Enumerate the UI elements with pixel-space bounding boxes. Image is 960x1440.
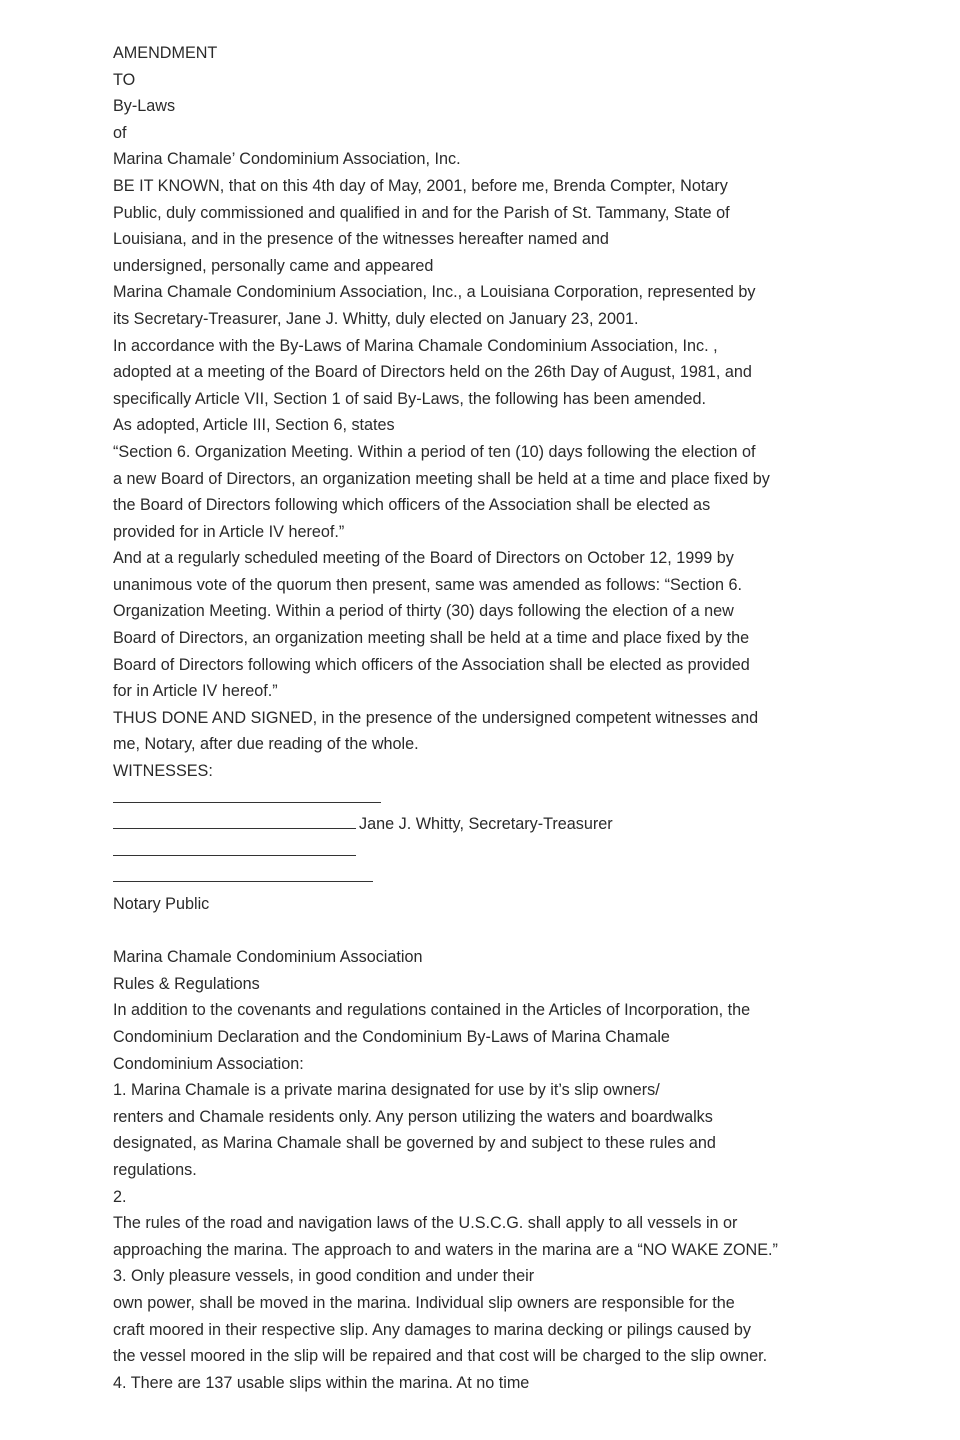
rules-line: own power, shall be moved in the marina. Individual slip owners are responsible for the: [113, 1293, 735, 1312]
signature-rule: [113, 802, 381, 803]
witnesses-heading: WITNESSES:: [113, 762, 213, 781]
rules-line: regulations.: [113, 1160, 197, 1179]
body-line: BE IT KNOWN, that on this 4th day of May, 2001, before me, Brenda Compter, Notary: [113, 176, 728, 195]
title-line: AMENDMENT: [113, 44, 218, 62]
body-line: for in Article IV hereof.”: [113, 682, 278, 701]
document-page: [113, 40, 853, 1396]
rules-line: craft moored in their respective slip. Any damages to marina decking or pilings caused by: [113, 1320, 751, 1339]
title-line: TO: [113, 70, 136, 89]
body-line: undersigned, personally came and appeared: [113, 256, 434, 275]
title-line: of: [113, 123, 127, 142]
witness-signature-line: [113, 838, 853, 865]
rules-line: renters and Chamale residents only. Any person utilizing the waters and boardwalks: [113, 1107, 713, 1126]
body-line: a new Board of Directors, an organization meeting shall be held at a time and place fixed by: [113, 469, 770, 488]
body-line: Louisiana, and in the presence of the witnesses hereafter named and: [113, 230, 609, 249]
body-line: the Board of Directors following which officers of the Association shall be elected as: [113, 496, 711, 515]
spacer: [113, 918, 853, 945]
rules-line: The rules of the road and navigation laws of the U.S.C.G. shall apply to all vessels in or: [113, 1214, 738, 1233]
rules-line: the vessel moored in the slip will be repaired and that cost will be charged to the slip owner.: [113, 1347, 768, 1366]
rules-line: Condominium Declaration and the Condominium By-Laws of Marina Chamale: [113, 1027, 670, 1046]
signature-rule: [113, 881, 373, 882]
rules-section: [113, 944, 853, 1396]
rules-line: approaching the marina. The approach to and waters in the marina are a “NO WAKE ZONE.”: [113, 1240, 778, 1259]
rules-line: 2.: [113, 1187, 127, 1206]
rules-heading: Marina Chamale Condominium Association: [113, 948, 423, 967]
body-line: me, Notary, after due reading of the whole.: [113, 735, 419, 754]
rules-line: 3. Only pleasure vessels, in good condition and under their: [113, 1267, 535, 1286]
signer-label: Jane J. Whitty, Secretary-Treasurer: [359, 815, 613, 834]
amendment-title: [113, 40, 853, 173]
body-line: Marina Chamale Condominium Association, Inc., a Louisiana Corporation, represented by: [113, 283, 756, 302]
body-line: Organization Meeting. Within a period of thirty (30) days following the election of a new: [113, 602, 734, 621]
amendment-body: [113, 173, 853, 785]
rules-line: 4. There are 137 usable slips within the marina. At no time: [113, 1373, 530, 1392]
body-line: Board of Directors, an organization meeting shall be held at a time and place fixed by the: [113, 629, 750, 648]
notary-signature-line: [113, 864, 853, 891]
rules-line: Condominium Association:: [113, 1054, 304, 1073]
signature-rule: [113, 828, 356, 829]
rules-line: 1. Marina Chamale is a private marina designated for use by it’s slip owners/: [113, 1081, 660, 1100]
body-line: specifically Article VII, Section 1 of said By-Laws, the following has been amended.: [113, 389, 706, 408]
body-line: Board of Directors following which officers of the Association shall be elected as provided: [113, 655, 750, 674]
title-line: Marina Chamale’ Condominium Association, Inc.: [113, 150, 461, 169]
title-line: By-Laws: [113, 97, 176, 116]
signer-signature-line: [113, 811, 853, 838]
body-line: its Secretary-Treasurer, Jane J. Whitty, duly elected on January 23, 2001.: [113, 309, 639, 328]
body-line: In accordance with the By-Laws of Marina Chamale Condominium Association, Inc. ,: [113, 336, 718, 355]
body-line: adopted at a meeting of the Board of Directors held on the 26th Day of August, 1981, and: [113, 363, 752, 382]
signature-block: [113, 785, 853, 918]
body-line: Public, duly commissioned and qualified in and for the Parish of St. Tammany, State of: [113, 203, 730, 222]
notary-label: Notary Public: [113, 895, 210, 913]
signature-rule: [113, 855, 356, 856]
body-line: unanimous vote of the quorum then present, same was amended as follows: “Section 6.: [113, 575, 742, 594]
rules-subheading: Rules & Regulations: [113, 974, 260, 993]
rules-line: designated, as Marina Chamale shall be governed by and subject to these rules and: [113, 1134, 716, 1153]
body-line: provided for in Article IV hereof.”: [113, 522, 345, 541]
witness-signature-line: [113, 785, 853, 812]
body-line: And at a regularly scheduled meeting of the Board of Directors on October 12, 1999 by: [113, 549, 734, 568]
body-line: As adopted, Article III, Section 6, states: [113, 416, 395, 435]
body-line: THUS DONE AND SIGNED, in the presence of the undersigned competent witnesses and: [113, 708, 759, 727]
body-line: “Section 6. Organization Meeting. Within a period of ten (10) days following the election of: [113, 442, 756, 461]
rules-line: In addition to the covenants and regulations contained in the Articles of Incorporation, the: [113, 1001, 751, 1020]
